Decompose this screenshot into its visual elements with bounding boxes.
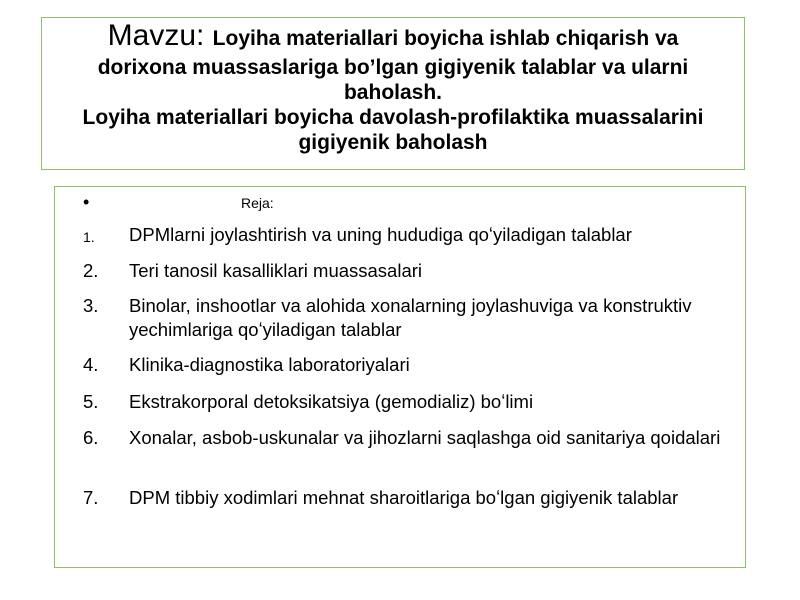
list-item-number: 4. [83,354,99,375]
title-line-4: Loyiha materiallari boyicha davolash-profilaktika muassalarini [82,106,704,129]
list-item-text: DPMlarni joylashtirish va uning hududiga qoʻyiladigan talablar [129,224,632,245]
list-item-text: Binolar, inshootlar va alohida xonalarning joylashuviga va konstruktiv yechimlariga qoʻyiladigan talablar [129,295,692,340]
list-item-text: Ekstrakorporal detoksikatsiya (gemodializ) boʻlimi [129,391,534,412]
content-box [54,186,746,568]
list-item-number: 2. [83,260,99,281]
list-item-text: Klinika-diagnostika laboratoriyalari [129,354,410,375]
list-item-number: 6. [83,427,99,448]
list-item-text: Xonalar, asbob-uskunalar va jihozlarni saqlashga oid sanitariya qoidalari [129,427,721,448]
list-item-text: Teri tanosil kasalliklari muassasalari [129,260,423,281]
list-item-text: DPM tibbiy xodimlari mehnat sharoitlariga boʻlgan gigiyenik talablar [129,487,679,508]
list-item-number: 7. [83,487,99,508]
list-item-number: 1. [83,229,95,245]
title-line-5: gigiyenik baholash [298,131,488,154]
title-box [41,17,745,170]
title-line-1 [42,19,744,55]
title-line-3: baholash. [343,81,443,104]
list-item-number: 5. [83,391,99,412]
title-prefix: Mavzu: [107,19,213,52]
plan-heading: Reja: [241,195,274,211]
bullet-point: • [83,192,90,212]
list-item-number: 3. [83,295,99,316]
bullet-row [83,193,99,211]
title-line1-bold: Loyiha materiallari boyicha ishlab chiqarish va [212,27,679,50]
title-line-2: dorixona muassaslariga bo’lgan gigiyenik talablar va ularni [97,56,689,79]
